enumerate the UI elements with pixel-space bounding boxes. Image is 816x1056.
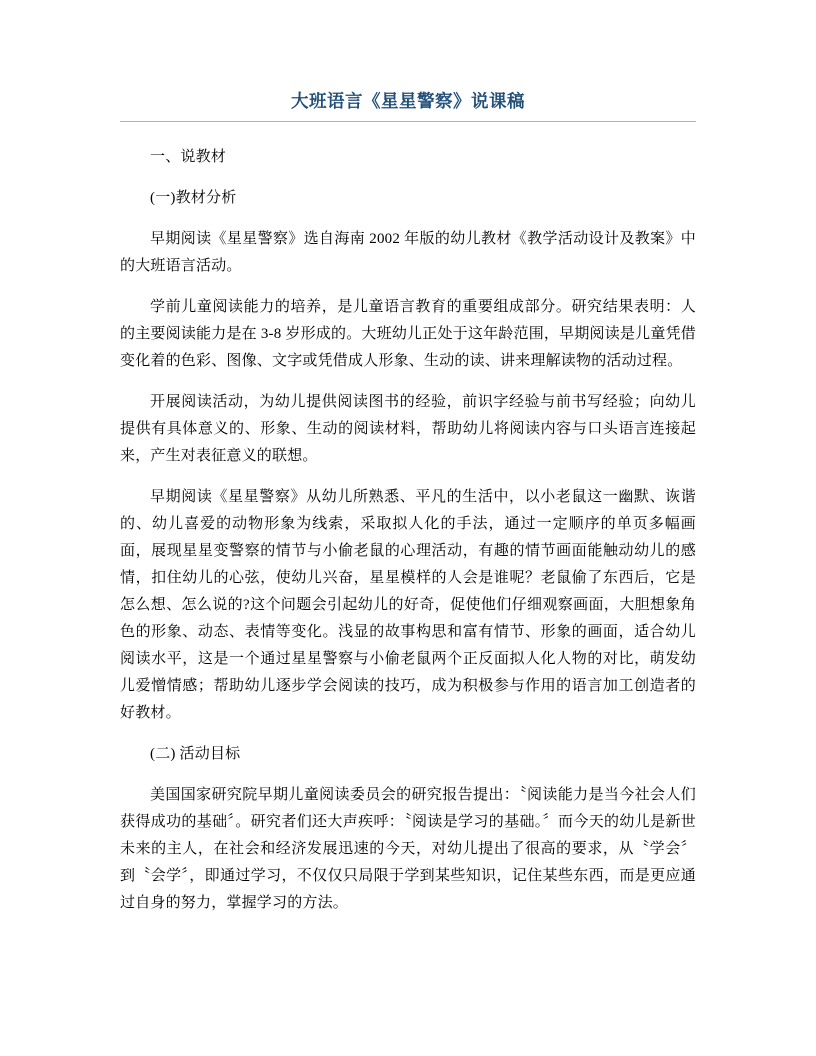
paragraph: 学前儿童阅读能力的培养，是儿童语言教育的重要组成部分。研究结果表明：人的主要阅读能力是在 3-8 岁形成的。大班幼儿正处于这年龄范围，早期阅读是儿童凭借变化着的色彩、图像、文字或凭借成人形象、生动的读、讲来理解读物的活动过程。 (120, 299, 696, 369)
paragraph: 开展阅读活动，为幼儿提供阅读图书的经验，前识字经验与前书写经验；向幼儿提供有具体意义的、形象、生动的阅读材料，帮助幼儿将阅读内容与口头语言连接起来，产生对表征意义的联想。 (120, 394, 696, 464)
paragraph: (一)教材分析 (150, 190, 237, 206)
paragraph: 美国国家研究院早期儿童阅读委员会的研究报告提出：〝阅读能力是当今社会人们获得成功的基础〞。研究者们还大声疾呼：〝阅读是学习的基础。〞而今天的幼儿是新世未来的主人，在社会和经济发展迅速的今天，对幼儿提出了很高的要求，从〝学会〞到〝会学〞，即通过学习，不仅仅只局限于学到某些知识，记住某些东西，而是更应通过自身的努力，掌握学习的方法。 (120, 787, 696, 911)
paragraph: 早期阅读《星星警察》从幼儿所熟悉、平凡的生活中，以小老鼠这一幽默、诙谐的、幼儿喜爱的动物形象为线索，采取拟人化的手法，通过一定顺序的单页多幅画面，展现星星变警察的情节与小偷老鼠的心理活动，有趣的情节画面能触动幼儿的感情，扣住幼儿的心弦，使幼儿兴奋，星星模样的人会是谁呢？老鼠偷了东西后，它是怎么想、怎么说的?这个问题会引起幼儿的好奇，促使他们仔细观察画面，大胆想象角色的形象、动态、表情等变化。浅显的故事构思和富有情节、形象的画面，适合幼儿阅读水平，这是一个通过星星警察与小偷老鼠两个正反面拟人化人物的对比，萌发幼儿爱憎情感；帮助幼儿逐步学会阅读的技巧，成为积极参与作用的语言加工创造者的好教材。 (120, 489, 696, 721)
page-title: 大班语言《星星警察》说课稿 (291, 91, 525, 111)
document-body (120, 144, 696, 917)
paragraph: 早期阅读《星星警察》选自海南 2002 年版的幼儿教材《教学活动设计及教案》中的大班语言活动。 (120, 231, 696, 274)
title-divider (120, 121, 696, 122)
paragraph: (二) 活动目标 (150, 746, 241, 762)
paragraph: 一、说教材 (150, 149, 227, 165)
